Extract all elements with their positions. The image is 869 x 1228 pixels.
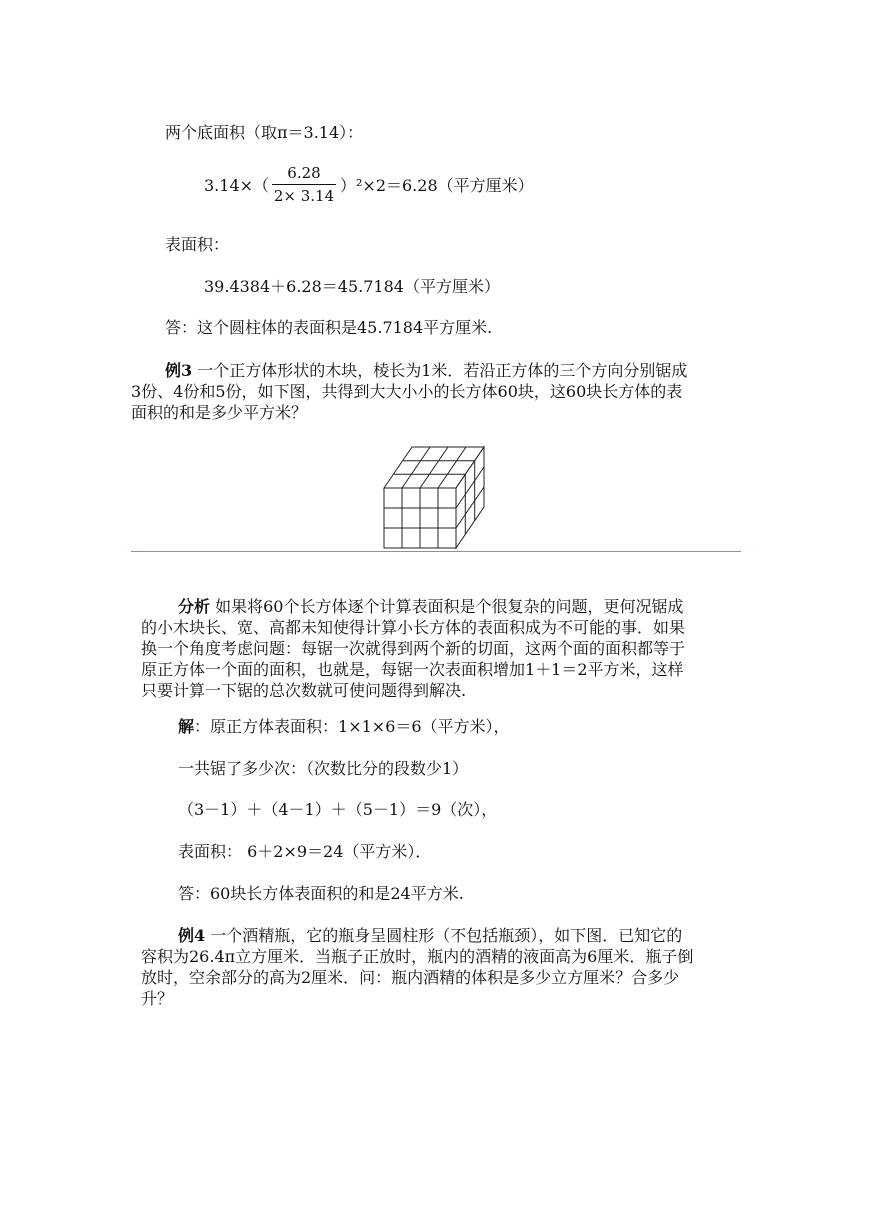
solution-label: 解 [178,717,195,736]
solution-line1 [178,717,510,737]
cube-grid-figure [380,443,490,551]
fraction-denominator: 2× 3.14 [273,187,335,205]
analysis-line3: 换一个角度考虑问题：每锯一次就得到两个新的切面，这两个面的面积都等于 [141,639,686,658]
example3-line3: 面积的和是多少平方米？ [131,403,308,422]
solution-answer: 答：60块长方体表面积的和是24平方米. [178,884,464,903]
formula-suffix: ）²×2＝6.28（平方厘米） [340,176,534,195]
surface-formula: 39.4384＋6.28＝45.7184（平方厘米） [204,277,500,296]
example4-line4: 升？ [141,989,174,1008]
example4-line2: 容积为26.4π立方厘米．当瓶子正放时，瓶内的酒精的液面高为6厘米．瓶子倒 [141,947,694,966]
analysis-line1 [178,597,683,617]
example3-line2: 3份、4份和5份，如下图，共得到大大小小的长方体60块，这60块长方体的表 [131,382,683,401]
answer-top: 答：这个圆柱体的表面积是45.7184平方厘米. [165,318,493,337]
analysis-label: 分析 [178,597,211,616]
surface-label: 表面积： [165,235,230,254]
analysis-text1: 如果将60个长方体逐个计算表面积是个很复杂的问题，更何况锯成 [210,597,684,616]
example3-label: 例3 [165,361,193,380]
analysis-line5: 只要计算一下锯的总次数就可使问题得到解决. [141,681,467,700]
solution-line3: （3－1）＋（4－1）＋（5－1）＝9（次）， [178,800,498,819]
example4-label: 例4 [178,926,206,945]
example3-text1: 一个正方体形状的木块，棱长为1米．若沿正方体的三个方向分别锯成 [192,361,688,380]
cube-grid-icon [384,447,484,548]
formula-prefix: 3.14×（ [204,176,270,195]
example4-line1 [178,926,682,946]
analysis-line2: 的小木块长、宽、高都未知使得计算小长方体的表面积成为不可能的事．如果 [141,618,686,637]
fraction-numerator: 6.28 [287,164,321,182]
example3-line1 [165,361,687,381]
solution-text1: ：原正方体表面积：1×1×6＝6（平方米）， [194,717,510,736]
solution-line4: 表面积： 6＋2×9＝24（平方米）． [178,842,432,861]
page-divider [131,551,741,552]
base-area-label: 两个底面积（取π＝3.14）： [165,123,364,142]
example4-line3: 放时，空余部分的高为2厘米．问：瓶内酒精的体积是多少立方厘米？合多少 [141,968,680,987]
analysis-line4: 原正方体一个面的面积，也就是，每锯一次表面积增加1＋1＝2平方米，这样 [141,660,684,679]
example4-text1: 一个酒精瓶，它的瓶身呈圆柱形（不包括瓶颈），如下图．已知它的 [205,926,683,945]
solution-line2: 一共锯了多少次：（次数比分的段数少1） [178,759,469,778]
fraction-bar [272,184,336,185]
